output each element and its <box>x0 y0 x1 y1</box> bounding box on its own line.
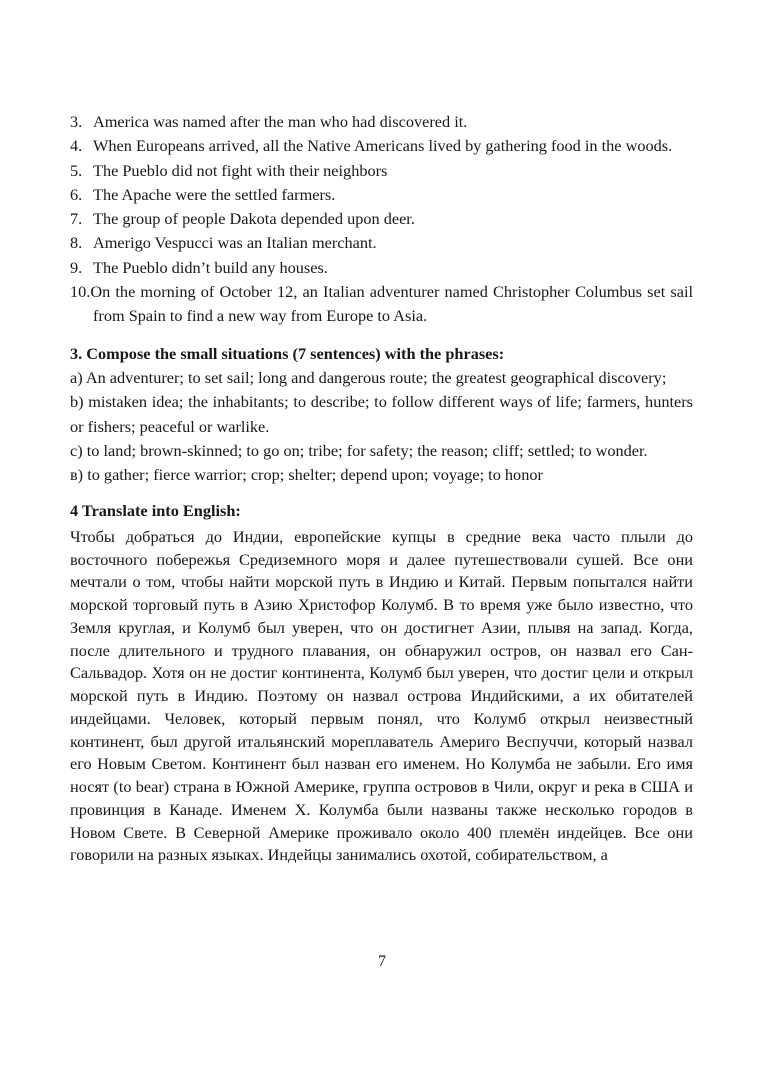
phrase-group-a <box>70 366 693 390</box>
phrase-group-label: в) <box>70 465 84 485</box>
list-item <box>70 207 693 231</box>
list-item-text: The group of people Dakota depended upon deer. <box>93 209 415 229</box>
list-item-number: 3. <box>70 112 83 131</box>
list-item-text: The Pueblo did not fight with their neighbors <box>93 160 388 180</box>
phrase-group-label: a) <box>70 367 83 387</box>
statements-list <box>70 110 693 329</box>
list-item <box>70 231 693 255</box>
list-item <box>70 134 693 158</box>
phrase-group-b <box>70 390 693 439</box>
list-item <box>70 110 693 134</box>
list-item-number: 6. <box>70 184 83 204</box>
exercise-3-section <box>70 329 693 488</box>
document-page <box>70 0 693 867</box>
list-item-text: When Europeans arrived, all the Native Americans lived by gathering food in the woods. <box>93 136 673 156</box>
exercise-4-heading: 4 Translate into English: <box>70 501 241 521</box>
list-item-number: 8. <box>70 233 83 253</box>
list-item-number: 4. <box>70 136 83 156</box>
phrase-group-label: c) <box>70 440 83 460</box>
list-item <box>70 256 693 280</box>
list-item-number: 5. <box>70 160 83 180</box>
translation-paragraph: Чтобы добраться до Индии, европейские купцы в средние века часто плыли до восточного побережья Средиземного моря и далее путешествовали сушей. Все они мечтали о том, чтобы найти морской путь в Индию и Китай. Первым попытался найти морской торговый путь в Азию Христофор Колумб. В то время уже было известно, что Земля круглая, и Колумб был уверен, что он достигнет Азии, плывя на запад. Когда, после длительного и трудного плавания, он обнаружил остров, он назвал его Сан-Сальвадор. Хотя он не достиг континента, Колумб был уверен, что достиг цели и открыл морской путь в Индию. Поэтому он назвал острова Индийскими, а их обитателей индейцами. Человек, который первым понял, что Колумб открыл неизвестный континент, был другой итальянский мореплаватель Америго Веспуччи, который назвал его Новым Светом. Континент был назван его именем. Но Колумба не забыли. Его имя носят (to bear) страна в Южной Америке, группа островов в Чили, округ и река в США и провинция в Канаде. Именем Х. Колумба были названы также несколько городов в Новом Свете. В Северной Америке проживало около 400 племён индейцев. Все они говорили на разных языках. Индейцы занимались охотой, собирательством, а <box>70 526 693 865</box>
list-item <box>70 159 693 183</box>
list-item <box>70 183 693 207</box>
phrase-group-text: to gather; fierce warrior; crop; shelter; depend upon; voyage; to honor <box>87 465 543 485</box>
list-item-number: 9. <box>70 257 83 277</box>
exercise-3-heading: 3. Compose the small situations (7 sentences) with the phrases: <box>70 343 505 363</box>
list-item-text: The Pueblo didn’t build any houses. <box>93 257 328 277</box>
phrase-group-text: An adventurer; to set sail; long and dangerous route; the greatest geographical discovery; <box>85 367 667 387</box>
list-item-text: Amerigo Vespucci was an Italian merchant. <box>93 233 377 253</box>
exercise-4-section <box>70 487 693 867</box>
phrase-group-text: mistaken idea; the inhabitants; to describe; to follow different ways of life; farmers, hunters or fishers; peaceful or warlike. <box>70 392 693 436</box>
phrase-group-label: b) <box>70 392 84 412</box>
list-item <box>70 280 693 329</box>
list-item-text: On the morning of October 12, an Italian adventurer named Christopher Columbus set sail from Spain to find a new way from Europe to Asia. <box>90 282 693 326</box>
list-item-number: 7. <box>70 209 83 229</box>
phrase-group-v <box>70 463 693 487</box>
phrase-group-text: to land; brown-skinned; to go on; tribe; for safety; the reason; cliff; settled; to wonder. <box>86 440 648 460</box>
list-item-text: The Apache were the settled farmers. <box>93 184 336 204</box>
list-item-text: America was named after the man who had discovered it. <box>93 112 468 131</box>
page-number: 7 <box>378 953 386 970</box>
phrase-group-c <box>70 439 693 463</box>
list-item-number: 10. <box>70 282 91 302</box>
